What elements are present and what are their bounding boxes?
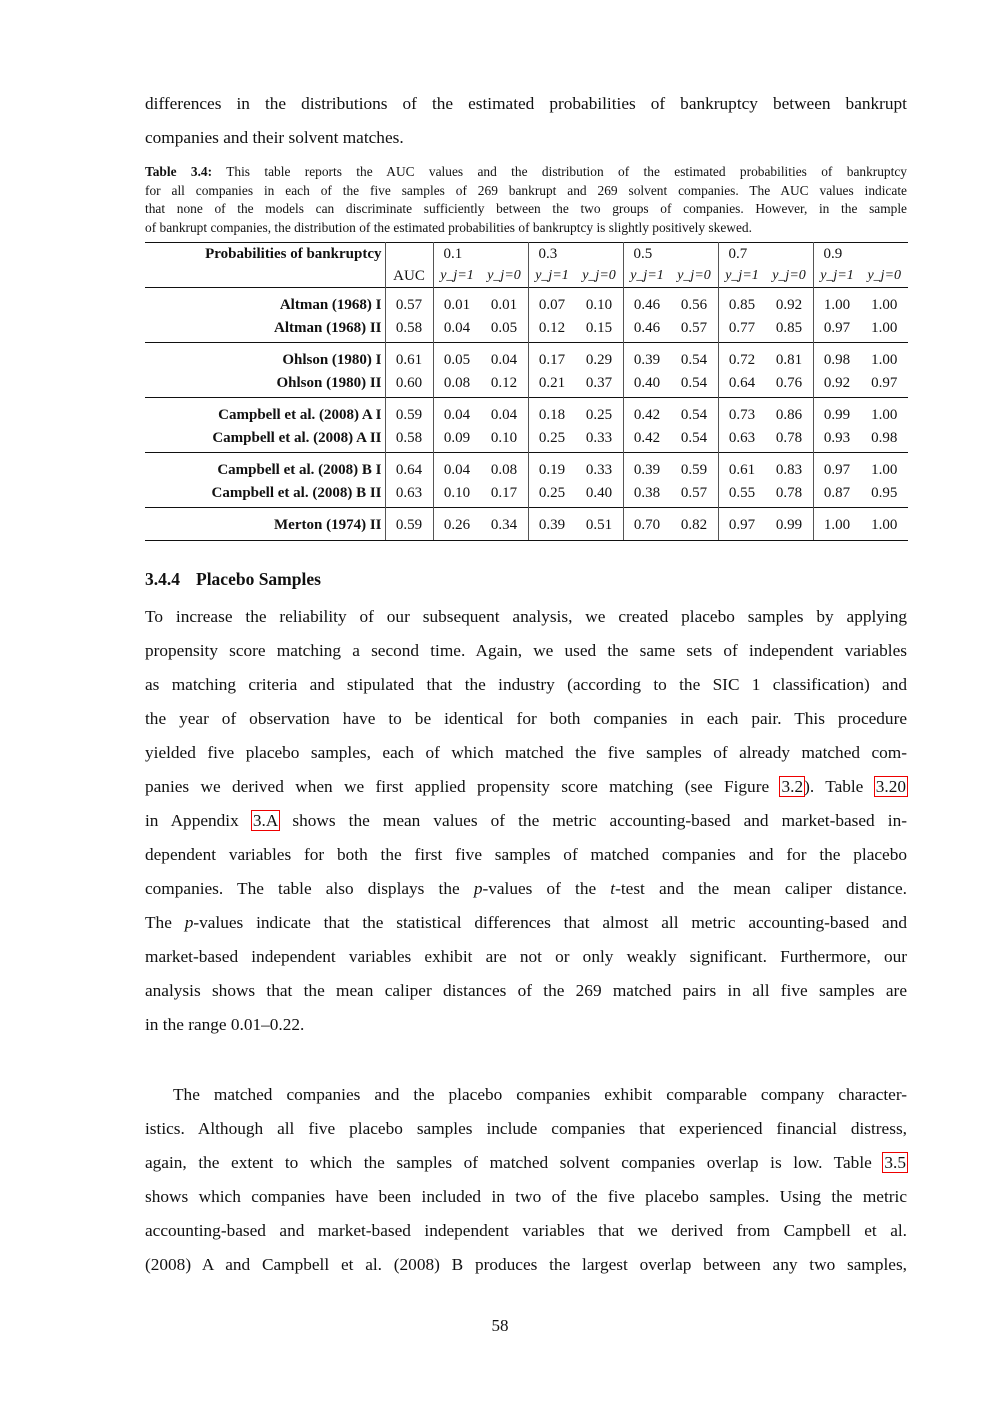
probability-value: 0.04 xyxy=(481,343,529,373)
probability-value: 0.37 xyxy=(576,372,624,398)
text-line xyxy=(145,1008,907,1042)
text-line xyxy=(145,1214,907,1248)
text-segment: shows the mean values of the metric accounting-based and market-based in- xyxy=(279,811,907,830)
text-line xyxy=(145,974,907,1008)
text-line xyxy=(145,634,907,668)
text-segment: shows which companies have been included in two of the five placebo samples. Using the metric xyxy=(145,1187,907,1206)
text-line xyxy=(145,1078,907,1112)
auc-header-spacer xyxy=(385,243,433,266)
text-line xyxy=(145,1248,907,1282)
probability-value: 0.42 xyxy=(623,398,671,428)
probability-value: 0.55 xyxy=(728,485,756,501)
text-line xyxy=(145,1112,907,1146)
threshold-header: 0.1 xyxy=(433,243,528,266)
probability-value: 0.93 xyxy=(823,430,851,446)
caption-text: This table reports the AUC values and the distribution of the estimated probabilities of bankruptcy xyxy=(212,164,907,179)
probability-value: 0.15 xyxy=(576,317,624,343)
text-line xyxy=(145,1146,907,1180)
corner-spacer xyxy=(145,265,385,288)
text-segment: market-based independent variables exhibit are not or only weakly significant. Furthermore, our xyxy=(145,947,907,966)
text-line xyxy=(145,1180,907,1214)
probability-value: 0.76 xyxy=(766,372,814,398)
probability-value: 0.57 xyxy=(671,482,719,508)
text-segment: yielded five placebo samples, each of which matched the five samples of already matched com- xyxy=(145,743,907,762)
probability-value: 0.10 xyxy=(576,288,624,318)
cross-reference-link[interactable]: 3.5 xyxy=(884,1153,906,1172)
probability-value: 0.40 xyxy=(633,375,661,391)
auc-value: 0.59 xyxy=(385,508,433,541)
text-line xyxy=(145,804,907,838)
text-segment: istics. Although all five placebo samples include companies that experienced financial distress, xyxy=(145,1119,907,1138)
probability-value: 0.70 xyxy=(623,508,671,541)
caption-line: that none of the models can discriminate sufficiently between the two groups of companies. However, in the sample xyxy=(145,201,907,217)
probability-value: 0.77 xyxy=(728,320,756,336)
auc-value: 0.58 xyxy=(385,317,433,343)
probability-value: 1.00 xyxy=(813,288,861,318)
text-segment: in Appendix xyxy=(145,811,252,830)
threshold-header: 0.9 xyxy=(813,243,908,266)
model-name: Ohlson (1980) I xyxy=(145,343,385,373)
text-segment: accounting-based and market-based independent variables that we derived from Campbell et al. xyxy=(145,1221,907,1240)
probability-value: 0.46 xyxy=(623,288,671,318)
probability-value: 0.63 xyxy=(728,430,756,446)
corner-header: Probabilities of bankruptcy xyxy=(145,243,385,266)
probability-value: 0.85 xyxy=(718,288,766,318)
header-row xyxy=(145,243,908,266)
table-caption xyxy=(145,163,907,238)
probability-value: 0.99 xyxy=(813,398,861,428)
probability-value: 1.00 xyxy=(871,320,898,336)
probability-value: 0.54 xyxy=(671,398,719,428)
math-variable: p xyxy=(473,879,483,898)
probability-value: 0.51 xyxy=(576,508,624,541)
model-name: Campbell et al. (2008) A I xyxy=(145,398,385,428)
probability-value: 0.01 xyxy=(481,288,529,318)
text-segment: propensity score matching a second time. Again, we used the same sets of independent variables xyxy=(145,641,907,660)
text-segment: -test and the mean caliper distance. xyxy=(615,879,908,898)
text-line xyxy=(145,770,907,804)
section-number: 3.4.4 xyxy=(145,569,180,589)
probability-value: 1.00 xyxy=(861,343,909,373)
section-heading xyxy=(145,569,321,590)
probability-value: 0.57 xyxy=(671,317,719,343)
table-row xyxy=(145,482,908,508)
probability-value: 0.97 xyxy=(871,375,898,391)
auc-value: 0.61 xyxy=(385,343,433,373)
paragraph-placebo xyxy=(145,600,907,1042)
text-line xyxy=(145,702,907,736)
probability-value: 0.10 xyxy=(443,485,471,501)
text-segment: companies and their solvent matches. xyxy=(145,128,404,147)
subheader: y_j=1 xyxy=(535,268,569,283)
probability-value: 0.12 xyxy=(538,320,566,336)
probability-value: 0.25 xyxy=(538,485,566,501)
text-line xyxy=(145,906,907,940)
table-row xyxy=(145,317,908,343)
model-name: Merton (1974) II xyxy=(145,508,385,541)
caption-label: Table 3.4: xyxy=(145,164,213,179)
probability-value: 0.17 xyxy=(481,482,529,508)
section-title: Placebo Samples xyxy=(196,569,321,589)
probability-value: 0.54 xyxy=(671,427,719,453)
subheader: y_j=1 xyxy=(440,268,474,283)
probability-value: 0.07 xyxy=(528,288,576,318)
text-segment: companies. The table also displays the xyxy=(145,879,474,898)
table-row xyxy=(145,453,908,483)
auc-value: 0.60 xyxy=(385,372,433,398)
model-name: Altman (1968) II xyxy=(145,317,385,343)
table-row xyxy=(145,372,908,398)
probability-value: 0.78 xyxy=(766,482,814,508)
probability-value: 0.86 xyxy=(766,398,814,428)
probability-value: 0.39 xyxy=(623,343,671,373)
probability-value: 0.25 xyxy=(538,430,566,446)
probability-value: 0.59 xyxy=(671,453,719,483)
probability-value: 0.97 xyxy=(813,453,861,483)
text-line xyxy=(145,121,907,155)
probability-value: 0.81 xyxy=(766,343,814,373)
text-line xyxy=(145,736,907,770)
text-segment: To increase the reliability of our subsequent analysis, we created placebo samples by applying xyxy=(145,607,907,626)
probability-value: 0.21 xyxy=(538,375,566,391)
probability-value: 0.18 xyxy=(528,398,576,428)
probability-value: 0.39 xyxy=(623,453,671,483)
probability-value: 0.42 xyxy=(633,430,661,446)
threshold-header: 0.5 xyxy=(623,243,718,266)
subheader: y_j=0 xyxy=(576,265,624,288)
probability-value: 0.95 xyxy=(871,485,898,501)
auc-value: 0.64 xyxy=(385,453,433,483)
subheader: y_j=1 xyxy=(725,268,759,283)
caption-line: for all companies in each of the five samples of 269 bankrupt and 269 solvent companies. The AUC values indicate xyxy=(145,182,907,198)
text-segment: differences in the distributions of the estimated probabilities of bankruptcy between bankrupt xyxy=(145,94,907,113)
probability-value: 0.09 xyxy=(443,430,471,446)
probability-value: 1.00 xyxy=(813,508,861,541)
probability-value: 0.05 xyxy=(433,343,481,373)
math-variable: p xyxy=(184,913,194,932)
probability-value: 0.08 xyxy=(481,453,529,483)
probability-value: 1.00 xyxy=(861,288,909,318)
auc-table xyxy=(145,242,908,541)
probability-value: 0.78 xyxy=(766,427,814,453)
probability-value: 0.08 xyxy=(443,375,471,391)
text-line xyxy=(145,838,907,872)
probability-value: 0.54 xyxy=(671,343,719,373)
model-name: Altman (1968) I xyxy=(145,288,385,318)
caption-line: of bankrupt companies, the distribution of the estimated probabilities of bankruptcy is slightly positively skewed. xyxy=(145,220,752,236)
text-line xyxy=(145,600,907,634)
text-segment: The matched companies and the placebo companies exhibit comparable company character- xyxy=(173,1085,907,1104)
model-name: Campbell et al. (2008) A II xyxy=(145,427,385,453)
table-row xyxy=(145,427,908,453)
text-segment: again, the extent to which the samples of matched solvent companies overlap is low. Table xyxy=(145,1153,884,1172)
probability-value: 1.00 xyxy=(861,508,909,541)
cross-reference-link[interactable]: 3.A xyxy=(252,811,279,830)
subheader: y_j=1 xyxy=(630,268,664,283)
caption-line xyxy=(145,163,907,182)
model-name: Campbell et al. (2008) B II xyxy=(145,482,385,508)
probability-value: 0.04 xyxy=(433,398,481,428)
text-segment: the year of observation have to be identical for both companies in each pair. This procedure xyxy=(145,709,907,728)
probability-value: 0.33 xyxy=(576,453,624,483)
probability-value: 0.25 xyxy=(576,398,624,428)
probability-value: 0.98 xyxy=(871,430,898,446)
model-name: Campbell et al. (2008) B I xyxy=(145,453,385,483)
probability-value: 0.99 xyxy=(766,508,814,541)
subheader: y_j=0 xyxy=(671,265,719,288)
cross-reference-link[interactable]: 3.2 xyxy=(781,777,804,796)
probability-value: 0.72 xyxy=(718,343,766,373)
auc-value: 0.59 xyxy=(385,398,433,428)
table-row xyxy=(145,398,908,428)
probability-value: 0.10 xyxy=(481,427,529,453)
probability-value: 0.64 xyxy=(728,375,756,391)
subheader: y_j=0 xyxy=(481,265,529,288)
subheader-row xyxy=(145,265,908,288)
paragraph-top xyxy=(145,87,907,155)
text-segment: panies we derived when we first applied propensity score matching (see Figure xyxy=(145,777,781,796)
table-row xyxy=(145,288,908,318)
probability-value: 0.97 xyxy=(823,320,851,336)
subheader: y_j=0 xyxy=(867,268,902,283)
probability-value: 0.39 xyxy=(528,508,576,541)
probability-value: 0.85 xyxy=(766,317,814,343)
probability-value: 0.04 xyxy=(443,320,471,336)
probability-value: 0.29 xyxy=(576,343,624,373)
probability-value: 0.17 xyxy=(528,343,576,373)
probability-value: 0.05 xyxy=(481,317,529,343)
text-segment: ). Table xyxy=(804,777,875,796)
probability-value: 0.97 xyxy=(718,508,766,541)
probability-value: 0.56 xyxy=(671,288,719,318)
probability-value: 0.98 xyxy=(813,343,861,373)
auc-value: 0.57 xyxy=(385,288,433,318)
probability-value: 1.00 xyxy=(861,398,909,428)
probability-value: 0.46 xyxy=(633,320,661,336)
text-segment: analysis shows that the mean caliper distances of the 269 matched pairs in all five samples are xyxy=(145,981,907,1000)
text-segment: dependent variables for both the first five samples of matched companies and for the placebo xyxy=(145,845,907,864)
auc-header: AUC xyxy=(385,265,433,288)
model-name: Ohlson (1980) II xyxy=(145,372,385,398)
probability-value: 0.19 xyxy=(528,453,576,483)
text-line xyxy=(145,87,907,121)
probability-value: 0.92 xyxy=(766,288,814,318)
text-segment: as matching criteria and stipulated that the industry (according to the SIC 1 classification) and xyxy=(145,675,907,694)
probability-value: 0.73 xyxy=(718,398,766,428)
auc-value: 0.63 xyxy=(385,482,433,508)
probability-value: 0.01 xyxy=(433,288,481,318)
probability-value: 0.12 xyxy=(481,372,529,398)
probability-value: 0.04 xyxy=(433,453,481,483)
cross-reference-link[interactable]: 3.20 xyxy=(875,777,906,796)
auc-value: 0.58 xyxy=(385,427,433,453)
probability-value: 0.26 xyxy=(433,508,481,541)
table-row xyxy=(145,343,908,373)
probability-value: 1.00 xyxy=(861,453,909,483)
text-segment: -values indicate that the statistical differences that almost all metric accounting-based and xyxy=(193,913,908,932)
probability-value: 0.61 xyxy=(718,453,766,483)
probability-value: 0.34 xyxy=(481,508,529,541)
threshold-header: 0.3 xyxy=(528,243,623,266)
subheader: y_j=0 xyxy=(766,265,814,288)
paragraph-comparison xyxy=(145,1078,907,1282)
probability-value: 0.38 xyxy=(633,485,661,501)
probability-value: 0.82 xyxy=(671,508,719,541)
probability-value: 0.54 xyxy=(671,372,719,398)
text-line xyxy=(145,872,907,906)
probability-value: 0.87 xyxy=(823,485,851,501)
text-segment: (2008) A and Campbell et al. (2008) B produces the largest overlap between any two samples, xyxy=(145,1255,907,1274)
text-line xyxy=(145,940,907,974)
text-segment: -values of the xyxy=(482,879,611,898)
probability-value: 0.04 xyxy=(481,398,529,428)
math-variable: t xyxy=(610,879,616,898)
probability-value: 0.33 xyxy=(576,427,624,453)
probability-value: 0.92 xyxy=(823,375,851,391)
page-number: 58 xyxy=(491,1316,509,1335)
text-segment: in the range 0.01–0.22. xyxy=(145,1015,305,1034)
probability-value: 0.83 xyxy=(766,453,814,483)
subheader: y_j=1 xyxy=(820,268,854,283)
text-line xyxy=(145,668,907,702)
probability-value: 0.40 xyxy=(576,482,624,508)
text-segment: The xyxy=(145,913,185,932)
threshold-header: 0.7 xyxy=(718,243,813,266)
table-row xyxy=(145,508,908,541)
